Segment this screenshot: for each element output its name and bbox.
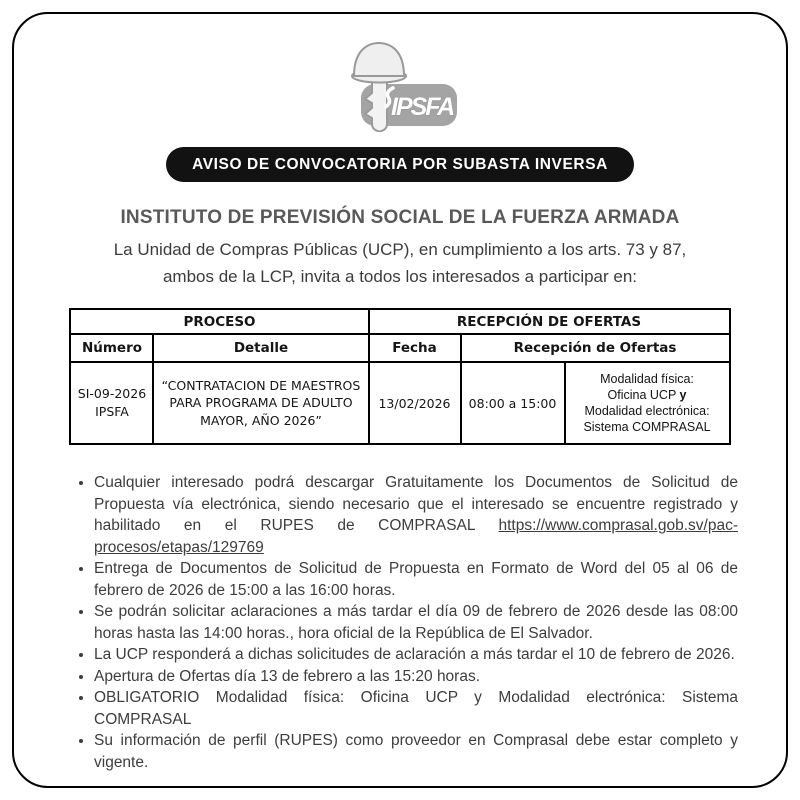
banner-aviso: AVISO DE CONVOCATORIA POR SUBASTA INVERSA xyxy=(166,147,634,182)
announcement-page xyxy=(12,12,788,788)
key-helmet-logo-icon xyxy=(341,40,459,132)
intro-line-2: ambos de la LCP, invita a todos los interesados a participar en: xyxy=(162,267,638,286)
modalidad-electronica-label: Modalidad electrónica: xyxy=(584,404,710,418)
notice-item-aclaraciones: • Se podrán solicitar aclaraciones a más tardar el día 09 de febrero de 2026 desde las 08:00 horas hasta las 14:00 horas., hora oficial de la República de El Salvador. xyxy=(94,601,738,644)
intro-paragraph xyxy=(60,236,740,290)
helmet-dome xyxy=(354,43,404,76)
modalidad-fisica-label: Modalidad física: xyxy=(600,372,694,386)
col-recepcion-de-ofertas: Recepción de Ofertas xyxy=(461,334,730,362)
cell-detalle: “CONTRATACION DE MAESTROS PARA PROGRAMA DE ADULTO MAYOR, AÑO 2026” xyxy=(153,362,368,444)
modalidad-conjuncion: y xyxy=(679,388,687,402)
notice-text: Cualquier interesado podrá descargar Gratuitamente los Documentos de Solicitud de Propuesta vía electrónica, siendo necesario que el interesado se encuentre registrado y habilitado en el RUPES de COMPRASAL xyxy=(94,474,738,534)
modalidad-electronica-sistema: Sistema COMPRASAL xyxy=(583,420,711,434)
intro-line-1: La Unidad de Compras Públicas (UCP), en cumplimiento a los arts. 73 y 87, xyxy=(113,240,687,259)
cell-numero: SI-09-2026 IPSFA xyxy=(70,362,153,444)
modalidad-fisica-lugar: Oficina UCP xyxy=(607,388,677,402)
process-table xyxy=(69,308,730,445)
header-recepcion-ofertas: RECEPCIÓN DE OFERTAS xyxy=(369,309,730,334)
cell-modalidad xyxy=(565,362,730,444)
notice-item-descarga xyxy=(94,472,738,558)
cell-fecha: 13/02/2026 xyxy=(369,362,461,444)
notice-item-perfil-rupes: • Su información de perfil (RUPES) como proveedor en Comprasal debe estar completo y vigente. xyxy=(94,730,738,773)
comprasal-link[interactable]: https://www.comprasal.gob.sv/pac-procesos/etapas/129769 xyxy=(94,517,738,556)
cell-horario: 08:00 a 15:00 xyxy=(461,362,565,444)
notice-item-apertura: • Apertura de Ofertas día 13 de febrero a las 15:20 horas. xyxy=(94,666,738,688)
notice-item-obligatorio: • OBLIGATORIO Modalidad física: Oficina UCP y Modalidad electrónica: Sistema COMPRASAL xyxy=(94,687,738,730)
notice-item-entrega: • Entrega de Documentos de Solicitud de Propuesta en Formato de Word del 05 al 06 de febrero de 2026 de 15:00 a las 16:00 horas. xyxy=(94,558,738,601)
logo-text: IPSFA xyxy=(391,93,454,121)
page-title: INSTITUTO DE PREVISIÓN SOCIAL DE LA FUERZA ARMADA xyxy=(120,207,680,228)
col-numero: Número xyxy=(70,334,153,362)
notice-item-respuesta-ucp: • La UCP responderá a dichas solicitudes de aclaración a más tardar el 10 de febrero de 2026. xyxy=(94,644,738,666)
header-proceso: PROCESO xyxy=(70,309,368,334)
table-row xyxy=(70,362,729,444)
col-fecha: Fecha xyxy=(369,334,461,362)
notice-list xyxy=(62,472,738,773)
ipsfa-logo xyxy=(341,40,459,137)
col-detalle: Detalle xyxy=(153,334,368,362)
